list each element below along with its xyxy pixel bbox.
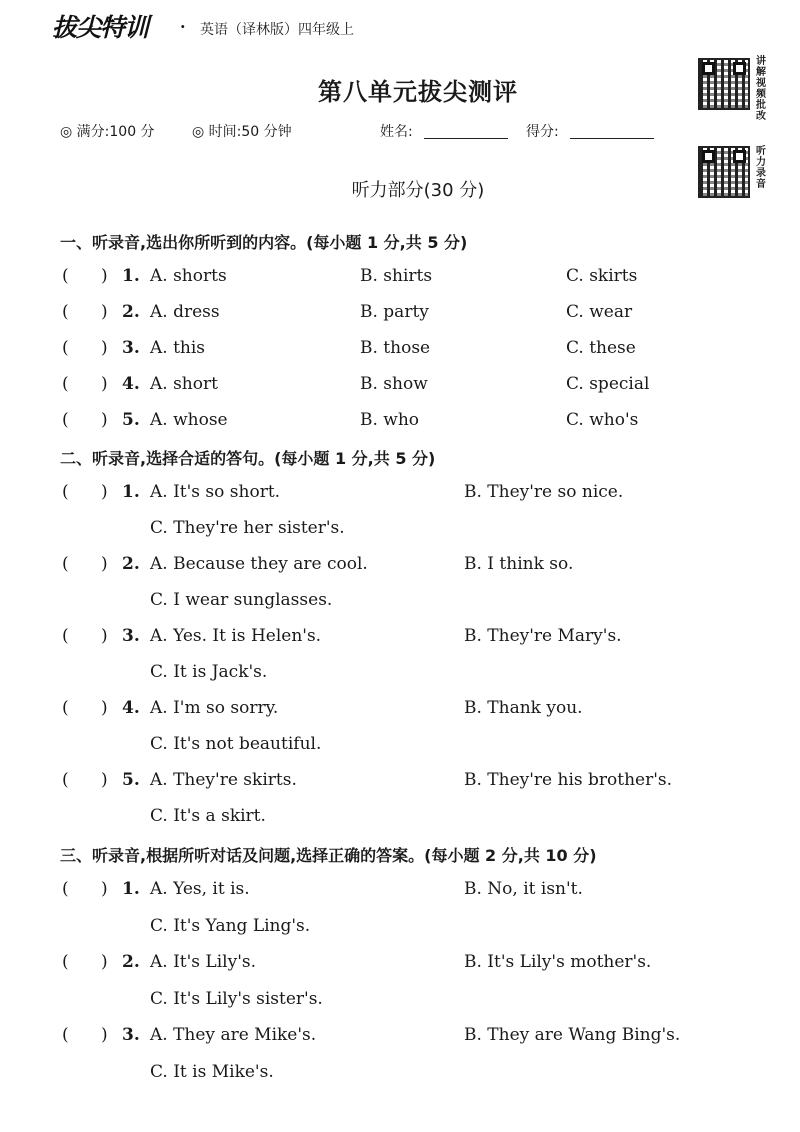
answer-blank[interactable]: ( ) <box>62 879 108 899</box>
answer-blank[interactable]: ( ) <box>62 266 108 286</box>
qr-bottom-label: 听力录音 <box>756 146 766 190</box>
answer-blank[interactable]: ( ) <box>62 410 108 430</box>
question-number: 3. <box>122 1025 140 1045</box>
question-number: 4. <box>122 698 140 718</box>
option-a: A. dress <box>150 302 220 322</box>
option-b: B. No, it isn't. <box>464 879 583 899</box>
option-b: B. show <box>360 374 428 394</box>
option-b: B. party <box>360 302 429 322</box>
question-number: 4. <box>122 374 140 394</box>
name-field[interactable] <box>424 122 508 139</box>
question-number: 2. <box>122 952 140 972</box>
answer-blank[interactable]: ( ) <box>62 1025 108 1045</box>
option-a: A. Yes. It is Helen's. <box>150 626 322 646</box>
qr-top-label: 讲解视频 批改 <box>756 56 766 122</box>
option-c: C. It is Jack's. <box>150 662 268 682</box>
option-a: A. short <box>150 374 218 394</box>
option-a: A. I'm so sorry. <box>150 698 279 718</box>
option-c: C. It's Lily's sister's. <box>150 989 323 1009</box>
option-a: A. They're skirts. <box>150 770 297 790</box>
option-b: B. I think so. <box>464 554 574 574</box>
question-number: 1. <box>122 879 140 899</box>
question-number: 2. <box>122 554 140 574</box>
option-c: C. They're her sister's. <box>150 518 345 538</box>
option-b: B. They're his brother's. <box>464 770 673 790</box>
option-b: B. those <box>360 338 431 358</box>
answer-blank[interactable]: ( ) <box>62 338 108 358</box>
answer-blank[interactable]: ( ) <box>62 770 108 790</box>
answer-blank[interactable]: ( ) <box>62 698 108 718</box>
answer-blank[interactable]: ( ) <box>62 554 108 574</box>
option-c: C. skirts <box>566 266 638 286</box>
question-number: 5. <box>122 410 140 430</box>
option-c: C. It's not beautiful. <box>150 734 322 754</box>
option-a: A. this <box>150 338 206 358</box>
question-number: 3. <box>122 338 140 358</box>
option-b: B. It's Lily's mother's. <box>464 952 652 972</box>
option-b: B. They are Wang Bing's. <box>464 1025 681 1045</box>
option-b: B. They're so nice. <box>464 482 624 502</box>
question-number: 5. <box>122 770 140 790</box>
option-c: C. It's a skirt. <box>150 806 266 826</box>
option-c: C. who's <box>566 410 639 430</box>
option-c: C. wear <box>566 302 633 322</box>
answer-blank[interactable]: ( ) <box>62 302 108 322</box>
brand-logo: 拔尖特训 <box>52 13 149 42</box>
answer-blank[interactable]: ( ) <box>62 626 108 646</box>
option-a: A. Yes, it is. <box>150 879 250 899</box>
option-a: A. shorts <box>150 266 227 286</box>
page-title: 第八单元拔尖测评 <box>318 78 518 106</box>
part-title: 听力部分(30 分) <box>351 180 485 201</box>
option-a: A. They are Mike's. <box>150 1025 317 1045</box>
question-number: 1. <box>122 482 140 502</box>
answer-blank[interactable]: ( ) <box>62 482 108 502</box>
option-b: B. who <box>360 410 420 430</box>
section-heading: 一、听录音,选出你所听到的内容。(每小题 1 分,共 5 分) <box>60 233 468 252</box>
section-heading: 三、听录音,根据所听对话及问题,选择正确的答案。(每小题 2 分,共 10 分) <box>60 846 597 865</box>
score-label: 得分: <box>526 124 559 140</box>
option-c: C. I wear sunglasses. <box>150 590 333 610</box>
option-c: C. It's Yang Ling's. <box>150 916 311 936</box>
section-heading: 二、听录音,选择合适的答句。(每小题 1 分,共 5 分) <box>60 449 436 468</box>
question-number: 1. <box>122 266 140 286</box>
option-c: C. special <box>566 374 650 394</box>
option-a: A. It's so short. <box>150 482 281 502</box>
score-field[interactable] <box>570 122 654 139</box>
book-subject: 英语（译林版）四年级上 <box>200 22 354 38</box>
question-number: 3. <box>122 626 140 646</box>
option-c: C. these <box>566 338 636 358</box>
option-a: A. Because they are cool. <box>150 554 368 574</box>
option-a: A. whose <box>150 410 228 430</box>
answer-blank[interactable]: ( ) <box>62 374 108 394</box>
option-b: B. They're Mary's. <box>464 626 622 646</box>
option-c: C. It is Mike's. <box>150 1062 274 1082</box>
answer-blank[interactable]: ( ) <box>62 952 108 972</box>
option-a: A. It's Lily's. <box>150 952 257 972</box>
option-b: B. shirts <box>360 266 433 286</box>
name-label: 姓名: <box>380 124 413 140</box>
time-limit: ◎ 时间:50 分钟 <box>192 124 292 140</box>
option-b: B. Thank you. <box>464 698 583 718</box>
question-number: 2. <box>122 302 140 322</box>
header-separator: · <box>180 17 186 36</box>
full-score: ◎ 满分:100 分 <box>60 124 155 140</box>
